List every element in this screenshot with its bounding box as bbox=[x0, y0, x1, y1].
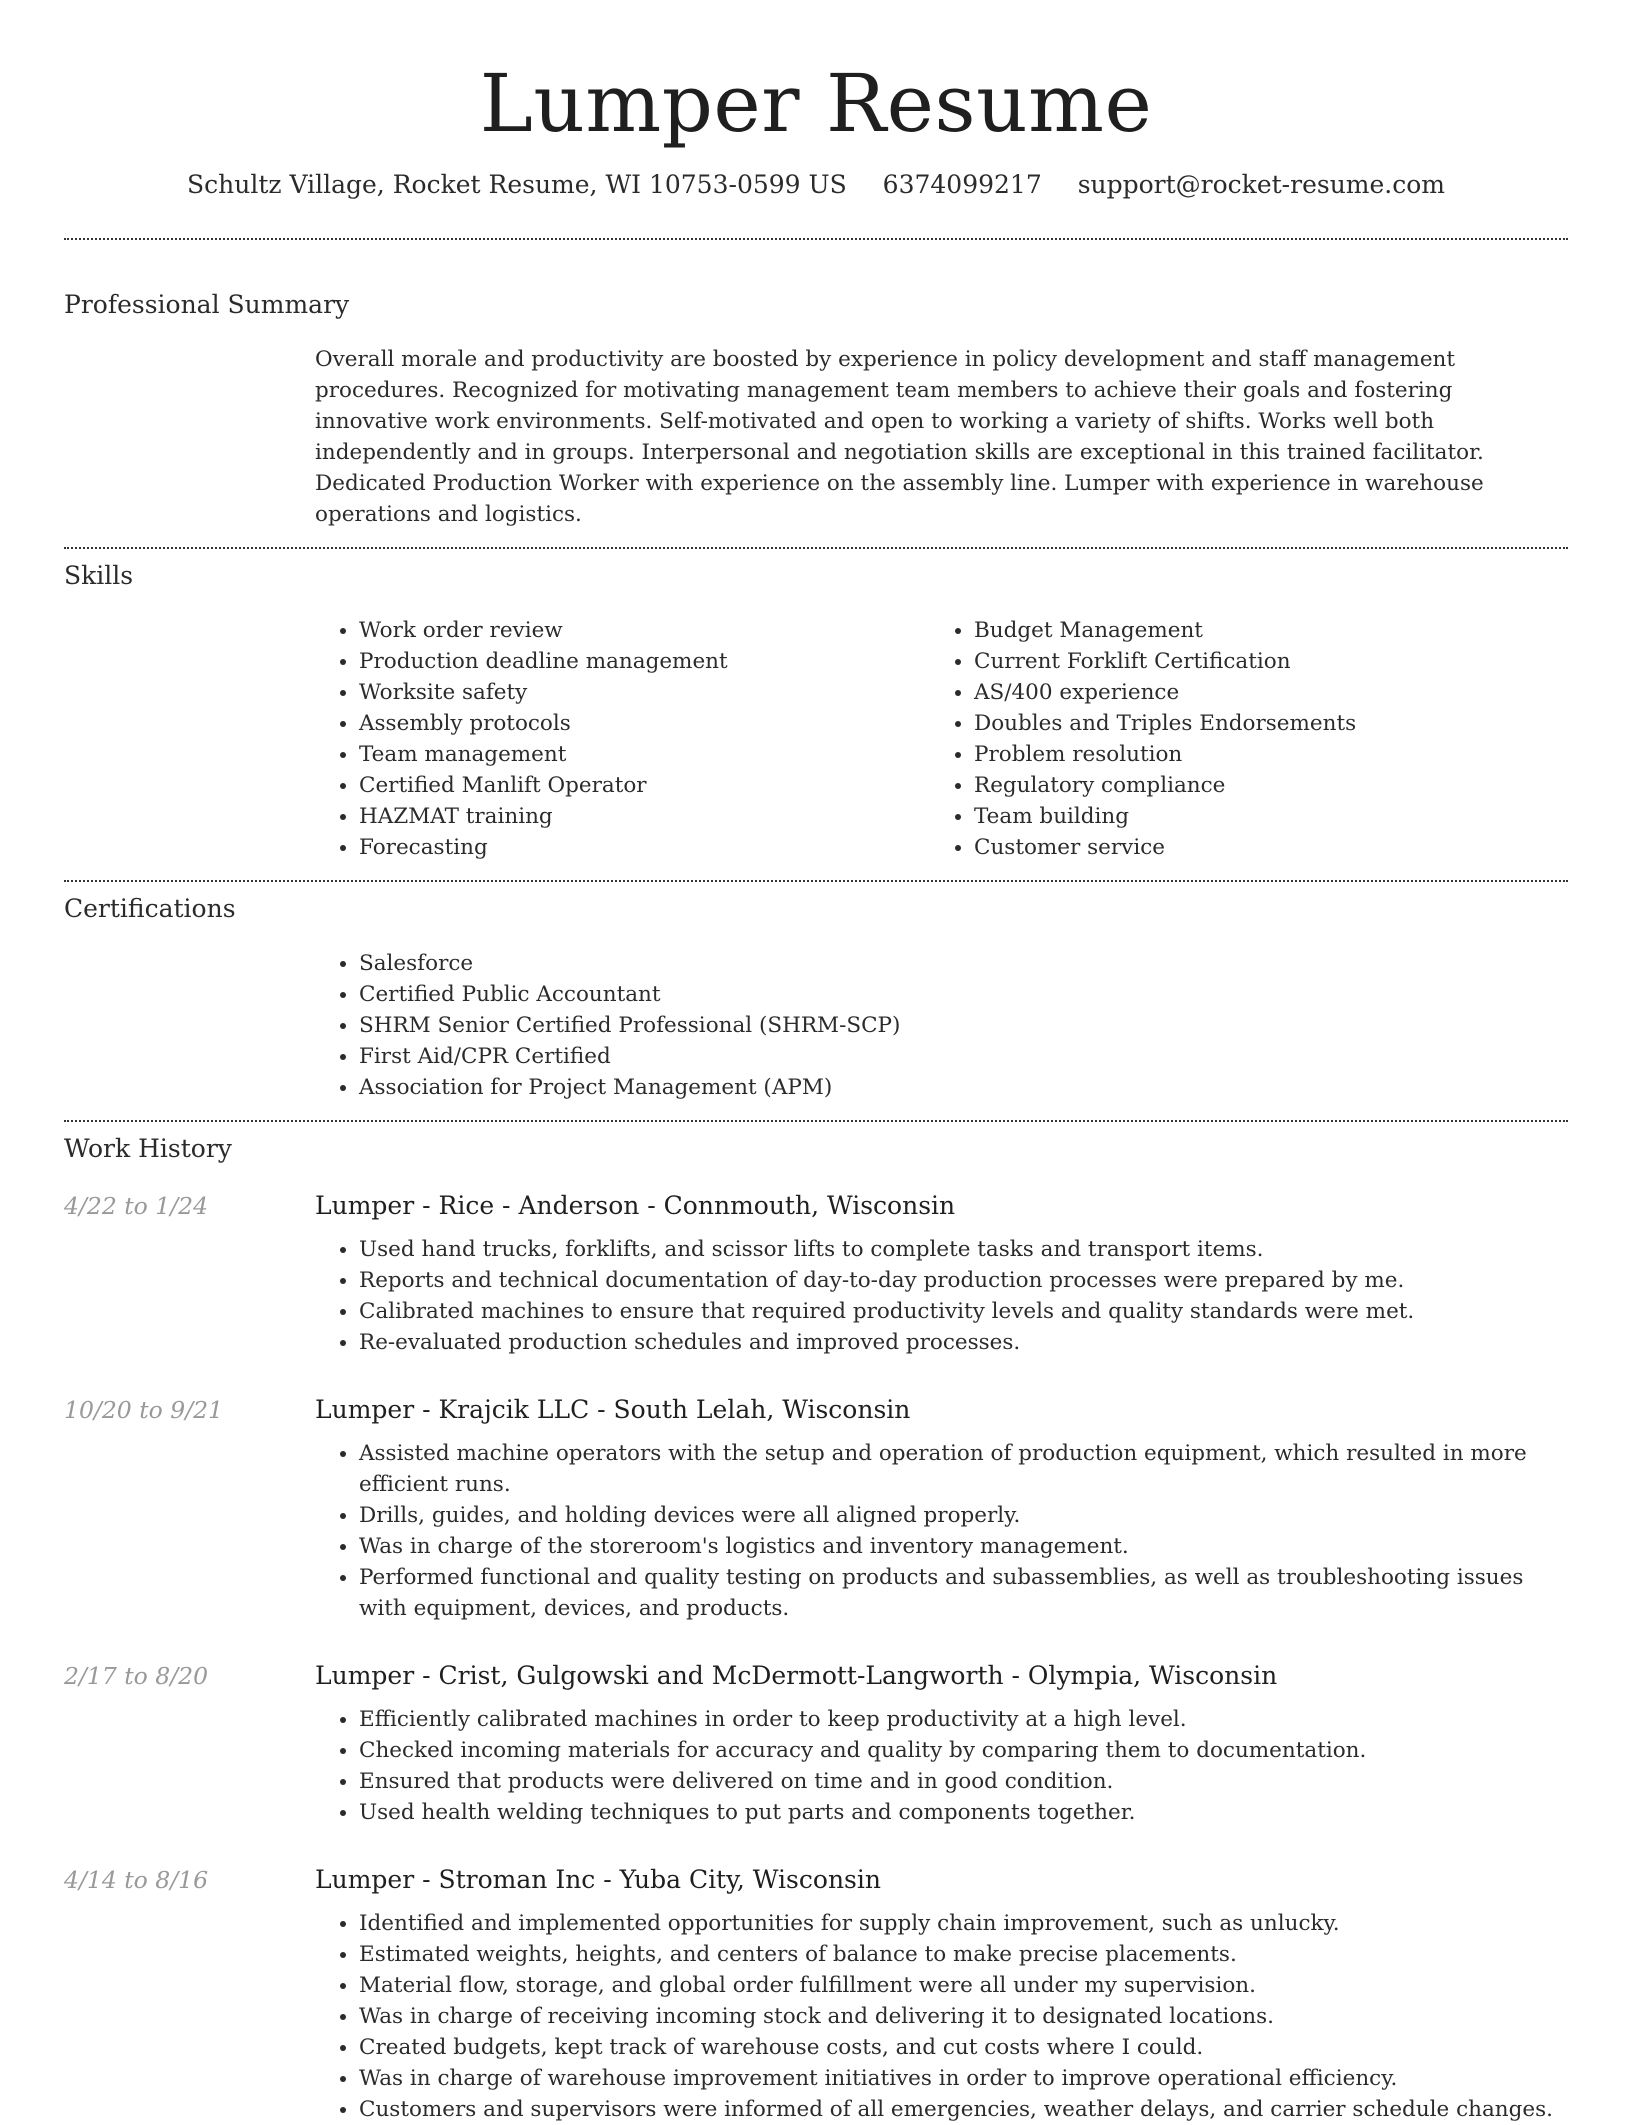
skill-item: • Current Forklift Certification bbox=[974, 646, 1545, 677]
job-title: Lumper - Crist, Gulgowski and McDermott-Langworth - Olympia, Wisconsin bbox=[315, 1661, 1278, 1690]
section-divider bbox=[64, 1120, 1568, 1122]
skill-item: • Team management bbox=[359, 739, 930, 770]
job-bullet: • Ensured that products were delivered on time and in good condition. bbox=[359, 1766, 1568, 1797]
certifications-list bbox=[315, 948, 1568, 1103]
job-body bbox=[315, 1395, 1568, 1624]
certification-item: • First Aid/CPR Certified bbox=[359, 1041, 1568, 1072]
job-bullet: • Created budgets, kept track of warehouse costs, and cut costs where I could. bbox=[359, 2032, 1568, 2063]
skills-column-right bbox=[930, 615, 1545, 863]
section-divider bbox=[64, 547, 1568, 549]
skills-title: Skills bbox=[64, 561, 134, 590]
skill-item: • Doubles and Triples Endorsements bbox=[974, 708, 1545, 739]
job-body bbox=[315, 1191, 1568, 1358]
job-dates: 4/14 to 8/16 bbox=[64, 1866, 209, 1894]
job-bullet: • Calibrated machines to ensure that required productivity levels and quality standards were met. bbox=[359, 1296, 1568, 1327]
job-entry bbox=[64, 1191, 1568, 1358]
certification-item: • Salesforce bbox=[359, 948, 1568, 979]
job-entry bbox=[64, 1661, 1568, 1828]
skills-column-left bbox=[315, 615, 930, 863]
resume-page bbox=[64, 0, 1568, 2125]
job-bullet: • Estimated weights, heights, and centers of balance to make precise placements. bbox=[359, 1939, 1568, 1970]
job-entry bbox=[64, 1395, 1568, 1624]
job-bullet: • Identified and implemented opportunities for supply chain improvement, such as unlucky. bbox=[359, 1908, 1568, 1939]
skill-item: • Budget Management bbox=[974, 615, 1545, 646]
contact-address: Schultz Village, Rocket Resume, WI 10753-0599 US bbox=[187, 170, 847, 199]
job-bullet: • Was in charge of receiving incoming stock and delivering it to designated locations. bbox=[359, 2001, 1568, 2032]
work-history-title: Work History bbox=[64, 1134, 232, 1163]
job-bullet: • Performed functional and quality testing on products and subassemblies, as well as troubleshooting issues with equipment, devices, and products. bbox=[359, 1562, 1568, 1624]
certification-item: • SHRM Senior Certified Professional (SHRM-SCP) bbox=[359, 1010, 1568, 1041]
job-bullet: • Material flow, storage, and global order fulfillment were all under my supervision. bbox=[359, 1970, 1568, 2001]
job-bullet: • Was in charge of warehouse improvement initiatives in order to improve operational efficiency. bbox=[359, 2063, 1568, 2094]
skill-item: • HAZMAT training bbox=[359, 801, 930, 832]
job-title: Lumper - Stroman Inc - Yuba City, Wisconsin bbox=[315, 1865, 881, 1894]
certifications-section bbox=[64, 894, 1568, 1103]
job-bullet: • Re-evaluated production schedules and improved processes. bbox=[359, 1327, 1568, 1358]
skill-item: • Worksite safety bbox=[359, 677, 930, 708]
contact-email: support@rocket-resume.com bbox=[1077, 170, 1445, 199]
skill-item: • Problem resolution bbox=[974, 739, 1545, 770]
job-bullet: • Assisted machine operators with the setup and operation of production equipment, which resulted in more efficient runs. bbox=[359, 1438, 1568, 1500]
skill-item: • Team building bbox=[974, 801, 1545, 832]
job-bullet: • Efficiently calibrated machines in order to keep productivity at a high level. bbox=[359, 1704, 1568, 1735]
job-body bbox=[315, 1865, 1568, 2125]
job-bullet: • Used health welding techniques to put parts and components together. bbox=[359, 1797, 1568, 1828]
job-title: Lumper - Rice - Anderson - Connmouth, Wisconsin bbox=[315, 1191, 956, 1220]
resume-name: Lumper Resume bbox=[479, 57, 1153, 150]
skill-item: • AS/400 experience bbox=[974, 677, 1545, 708]
summary-section bbox=[64, 290, 1568, 530]
job-bullet: • Was in charge of the storeroom's logistics and inventory management. bbox=[359, 1531, 1568, 1562]
job-bullet: • Drills, guides, and holding devices were all aligned properly. bbox=[359, 1500, 1568, 1531]
skill-item: • Customer service bbox=[974, 832, 1545, 863]
contact-phone: 6374099217 bbox=[882, 170, 1042, 199]
certification-item: • Certified Public Accountant bbox=[359, 979, 1568, 1010]
job-body bbox=[315, 1661, 1568, 1828]
section-divider bbox=[64, 238, 1568, 240]
skill-item: • Work order review bbox=[359, 615, 930, 646]
job-dates: 2/17 to 8/20 bbox=[64, 1662, 209, 1690]
job-title: Lumper - Krajcik LLC - South Lelah, Wisconsin bbox=[315, 1395, 911, 1424]
job-bullet: • Checked incoming materials for accuracy and quality by comparing them to documentation. bbox=[359, 1735, 1568, 1766]
job-dates: 4/22 to 1/24 bbox=[64, 1192, 209, 1220]
skill-item: • Forecasting bbox=[359, 832, 930, 863]
summary-title: Professional Summary bbox=[64, 290, 350, 319]
skill-item: • Certified Manlift Operator bbox=[359, 770, 930, 801]
job-bullet: • Used hand trucks, forklifts, and scissor lifts to complete tasks and transport items. bbox=[359, 1234, 1568, 1265]
certifications-title: Certifications bbox=[64, 894, 236, 923]
summary-text: Overall morale and productivity are boosted by experience in policy development and staff management procedures. Recognized for motivating management team members to achieve their goals and fostering innovative work environments. Self-motivated and open to working a variety of shifts. Works well both independently and in groups. Interpersonal and negotiation skills are exceptional in this trained facilitator. Dedicated Production Worker with experience on the assembly line. Lumper with experience in warehouse operations and logistics. bbox=[315, 347, 1484, 527]
skill-item: • Assembly protocols bbox=[359, 708, 930, 739]
skills-columns bbox=[315, 615, 1568, 863]
work-history-section bbox=[64, 1134, 1568, 2125]
skill-item: • Regulatory compliance bbox=[974, 770, 1545, 801]
certification-item: • Association for Project Management (APM) bbox=[359, 1072, 1568, 1103]
job-dates: 10/20 to 9/21 bbox=[64, 1396, 224, 1424]
job-entry bbox=[64, 1865, 1568, 2125]
skill-item: • Production deadline management bbox=[359, 646, 930, 677]
contact-line bbox=[64, 170, 1568, 200]
job-bullet: • Customers and supervisors were informed of all emergencies, weather delays, and carrier schedule changes. bbox=[359, 2094, 1568, 2125]
section-divider bbox=[64, 880, 1568, 882]
job-bullet: • Reports and technical documentation of day-to-day production processes were prepared by me. bbox=[359, 1265, 1568, 1296]
skills-section bbox=[64, 561, 1568, 863]
